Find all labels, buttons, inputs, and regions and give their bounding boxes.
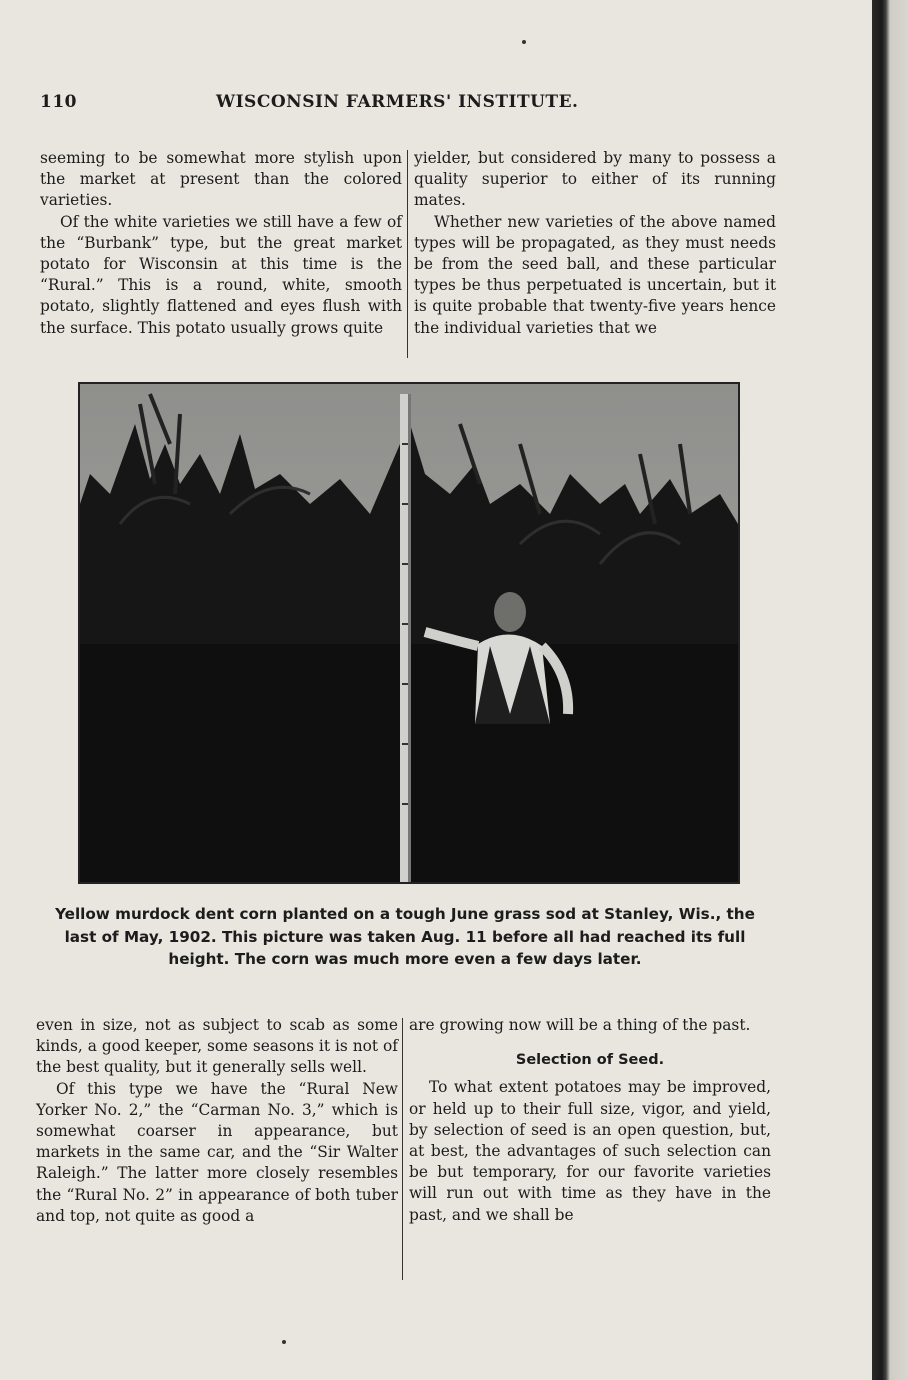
figure-caption: Yellow murdock dent corn planted on a tough June grass sod at Stanley, Wis., the last of May, 1902. This picture was taken Aug. 11 before all had reached its full height. The corn was much more even a few days later. <box>55 905 755 968</box>
section-heading: Selection of Seed. <box>515 1052 665 1069</box>
speck <box>522 40 526 44</box>
bottom-left-column <box>36 1015 398 1227</box>
column-rule <box>402 1018 403 1280</box>
top-left-column <box>40 148 402 339</box>
paragraph: yielder, but considered by many to possess a quality superior to either of its running mates. <box>414 149 776 210</box>
page-header <box>40 92 780 118</box>
book-gutter-edge <box>872 0 908 1380</box>
bottom-right-column <box>409 1015 771 1226</box>
paragraph: even in size, not as subject to scab as some kinds, a good keeper, some seasons it is not of the best quality, but it generally sells well. <box>36 1016 398 1077</box>
top-right-column <box>414 148 776 339</box>
paragraph: are growing now will be a thing of the past. <box>409 1016 751 1034</box>
running-title: WISCONSIN FARMERS' INSTITUTE. <box>216 92 579 112</box>
paragraph: Of the white varieties we still have a few of the “Burbank” type, but the great market potato for Wisconsin at this time is the “Rural.” This is a round, white, smooth potato, slightly flattened and eyes flush with the surface. This potato usually grows quite <box>40 212 402 337</box>
paragraph: seeming to be somewhat more stylish upon the market at present than the colored varieties. <box>40 149 402 210</box>
paragraph: Whether new varieties of the above named types will be propagated, as they must needs be from the seed ball, and these particular types be thus perpetuated is uncertain, but it is quite probable that twenty-five years hence the individual varieties that we <box>414 212 776 337</box>
page-number: 110 <box>40 92 77 112</box>
speck <box>282 1340 286 1344</box>
column-rule <box>407 150 408 358</box>
paragraph: Of this type we have the “Rural New Yorker No. 2,” the “Carman No. 3,” which is somewhat coarser in appearance, but markets in the same car, and the “Sir Walter Raleigh.” The latter more closely resembles the “Rural No. 2” in appearance of both tuber and top, not quite as good a <box>36 1079 398 1225</box>
paragraph: To what extent potatoes may be improved, or held up to their full size, vigor, and yield, by selection of seed is an open question, but, at best, the advantages of such selection can be but temporary, for our favorite varieties will run out with time as they have in the past, and we shall be <box>409 1078 771 1224</box>
photo-illustration <box>80 384 738 882</box>
cornfield-photograph <box>78 382 740 884</box>
